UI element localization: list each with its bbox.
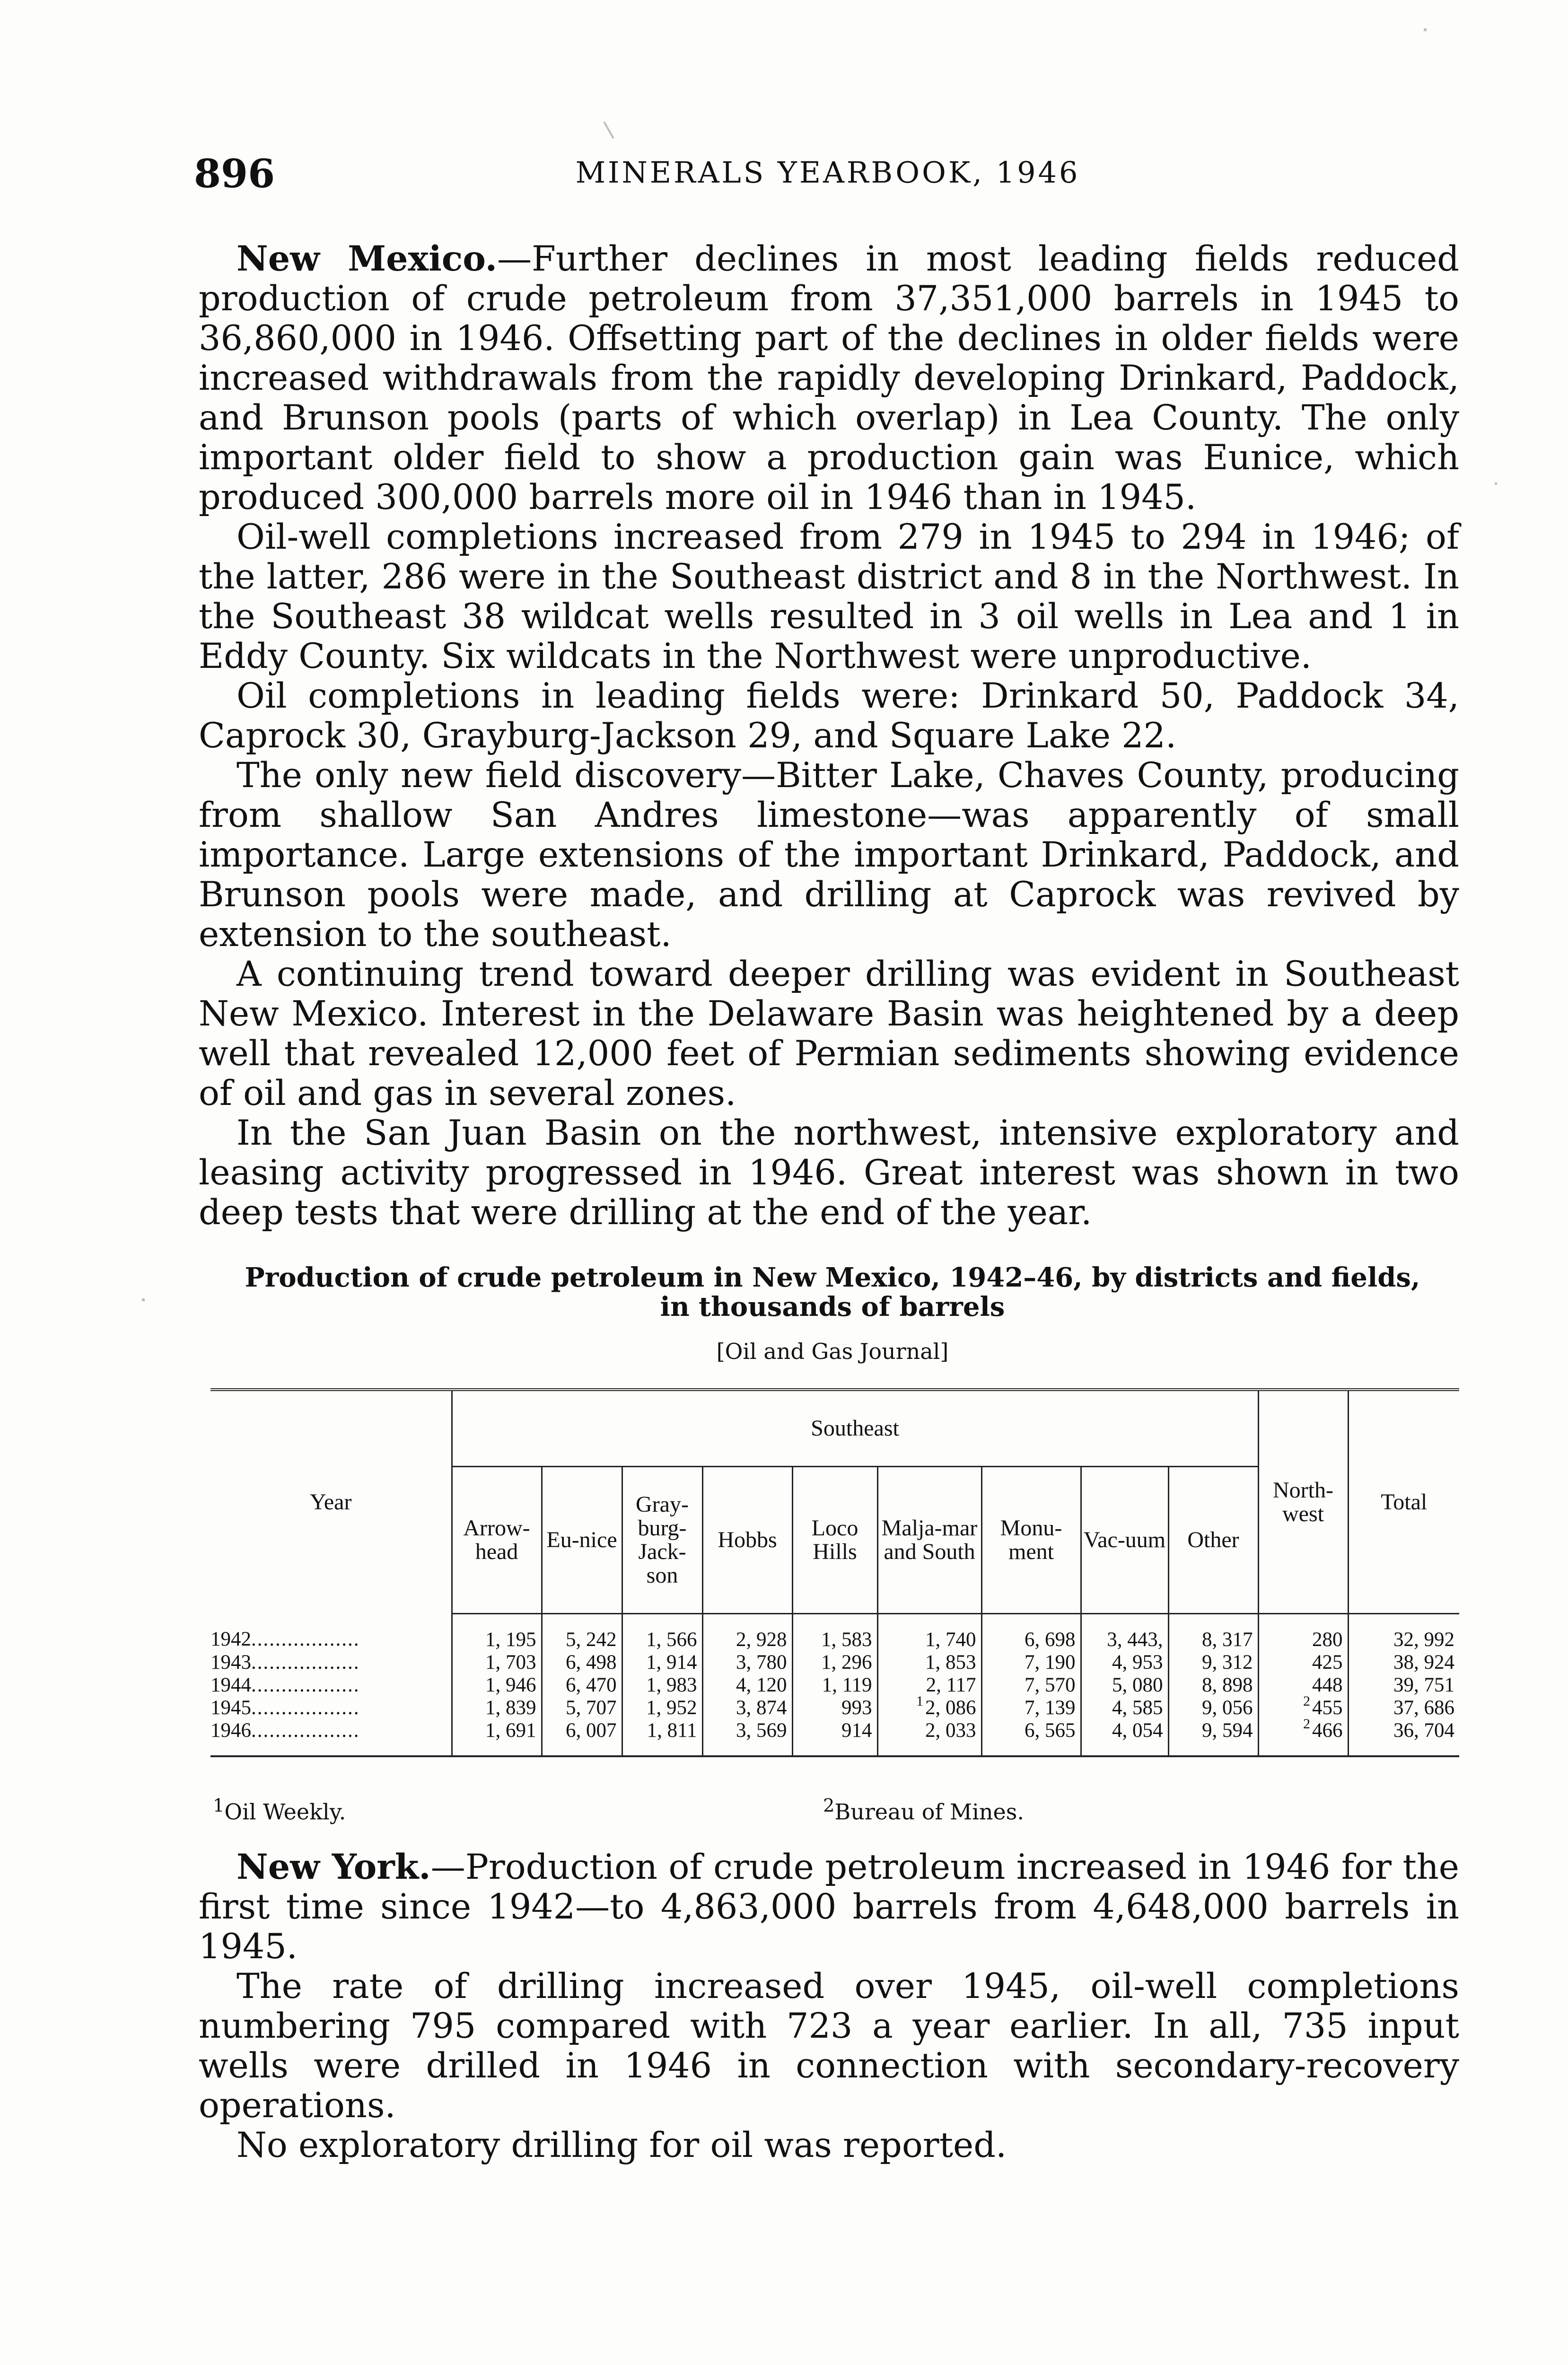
table-row-1943 xyxy=(210,1651,1459,1674)
year-value: 1943 xyxy=(210,1651,251,1673)
cell-monument: 6, 565 xyxy=(981,1719,1081,1756)
column-header-eunice: Eu-nice xyxy=(542,1467,622,1614)
cell-hobbs: 2, 928 xyxy=(702,1614,792,1652)
cell-arrowhead: 1, 946 xyxy=(452,1674,542,1697)
column-header-other: Other xyxy=(1168,1467,1258,1614)
cell-other: 8, 898 xyxy=(1168,1674,1258,1697)
column-header-grayburg-jackson: Gray-burg-Jack-son xyxy=(622,1467,702,1614)
cell-vacuum: 5, 080 xyxy=(1081,1674,1168,1697)
cell-hobbs: 3, 569 xyxy=(702,1719,792,1756)
cell-total: 39, 751 xyxy=(1348,1674,1459,1697)
ny-lead: New York. xyxy=(237,1847,431,1887)
cell-eunice: 5, 242 xyxy=(542,1614,622,1652)
production-table-wrap xyxy=(210,1388,1459,1776)
column-header-vacuum: Vac-uum xyxy=(1081,1467,1168,1614)
nm-paragraph-1-text: —Further declines in most leading fields reduced production of crude petroleum from 37,351,000 barrels in 1945 to 36,860,000 in 1946. Offsetting part of the declines in older fields were increased withdrawals from the rapidly developing Drinkard, Paddock, and Brunson pools (parts of which overlap) in Lea County. The only important older field to show a production gain was Eunice, which produced 300,000 barrels more oil in 1946 than in 1945. xyxy=(199,239,1459,517)
column-header-loco-hills: Loco Hills xyxy=(792,1467,877,1614)
year-value: 1945 xyxy=(210,1697,251,1719)
cell-arrowhead: 1, 839 xyxy=(452,1697,542,1719)
cell-grayburg-jackson: 1, 566 xyxy=(622,1614,702,1652)
cell-total: 37, 686 xyxy=(1348,1697,1459,1719)
footnote-marker: 2 xyxy=(1303,1716,1310,1732)
year-cell xyxy=(210,1719,452,1756)
ny-paragraph-1 xyxy=(199,1847,1459,1967)
footnote-1 xyxy=(213,1795,346,1824)
cell-loco-hills: 1, 296 xyxy=(792,1651,877,1674)
year-cell xyxy=(210,1651,452,1674)
footnote-1-marker: 1 xyxy=(213,1795,225,1816)
footnote-1-text: Oil Weekly. xyxy=(224,1799,346,1825)
cell-arrowhead: 1, 703 xyxy=(452,1651,542,1674)
nm-paragraph-3: Oil completions in leading fields were: Drinkard 50, Paddock 34, Caprock 30, Grayburg-Jackson 29, and Square Lake 22. xyxy=(199,676,1459,756)
cell-hobbs: 3, 780 xyxy=(702,1651,792,1674)
table-row-1946 xyxy=(210,1719,1459,1756)
table-caption xyxy=(203,1263,1462,1322)
year-value: 1942 xyxy=(210,1628,251,1651)
cell-vacuum: 4, 054 xyxy=(1081,1719,1168,1756)
cell-other: 8, 317 xyxy=(1168,1614,1258,1652)
cell-value: 466 xyxy=(1312,1719,1343,1742)
total-header: Total xyxy=(1348,1390,1459,1614)
cell-hobbs: 3, 874 xyxy=(702,1697,792,1719)
cell-eunice: 6, 470 xyxy=(542,1674,622,1697)
cell-maljamar: 2, 033 xyxy=(877,1719,981,1756)
ny-paragraph-1-text: —Production of crude petroleum increased in 1946 for the first time since 1942—to 4,863,000 barrels from 4,648,000 barrels in 1945. xyxy=(199,1847,1459,1967)
scan-speck xyxy=(603,122,614,139)
footnote-2-text: Bureau of Mines. xyxy=(834,1799,1024,1825)
cell-other: 9, 312 xyxy=(1168,1651,1258,1674)
column-header-monument: Monu-ment xyxy=(981,1467,1081,1614)
cell-maljamar: 2, 117 xyxy=(877,1674,981,1697)
cell-maljamar xyxy=(877,1693,981,1719)
cell-grayburg-jackson: 1, 914 xyxy=(622,1651,702,1674)
cell-vacuum: 4, 953 xyxy=(1081,1651,1168,1674)
table-row-1944 xyxy=(210,1674,1459,1697)
production-table xyxy=(210,1388,1459,1757)
header-row-1 xyxy=(210,1390,1459,1467)
cell-northwest xyxy=(1258,1716,1348,1756)
cell-maljamar: 1, 853 xyxy=(877,1651,981,1674)
table-row-1942 xyxy=(210,1614,1459,1652)
cell-eunice: 6, 498 xyxy=(542,1651,622,1674)
page-number: 896 xyxy=(194,151,275,197)
cell-total: 36, 704 xyxy=(1348,1719,1459,1756)
scan-speck xyxy=(1495,482,1497,485)
cell-maljamar: 1, 740 xyxy=(877,1614,981,1652)
leader-dots: .................. xyxy=(251,1697,360,1719)
cell-vacuum: 3, 443, xyxy=(1081,1614,1168,1652)
footnote-marker: 2 xyxy=(1303,1693,1310,1709)
table-footnotes xyxy=(213,1795,1462,1823)
nm-paragraph-1 xyxy=(199,239,1459,517)
ny-paragraph-3: No exploratory drilling for oil was reported. xyxy=(237,2125,1007,2165)
cell-loco-hills: 993 xyxy=(792,1697,877,1719)
footnote-marker: 1 xyxy=(916,1693,923,1709)
cell-northwest: 280 xyxy=(1258,1614,1348,1652)
cell-value: 2, 086 xyxy=(925,1697,976,1719)
leader-dots: .................. xyxy=(251,1719,360,1742)
new-york-section xyxy=(199,1847,1459,2165)
cell-northwest: 448 xyxy=(1258,1674,1348,1697)
year-cell xyxy=(210,1697,452,1719)
leader-dots: .................. xyxy=(251,1651,360,1673)
footnote-2-marker: 2 xyxy=(823,1795,835,1816)
cell-monument: 7, 190 xyxy=(981,1651,1081,1674)
cell-arrowhead: 1, 195 xyxy=(452,1614,542,1652)
cell-monument: 7, 570 xyxy=(981,1674,1081,1697)
cell-vacuum: 4, 585 xyxy=(1081,1697,1168,1719)
leader-dots: .................. xyxy=(251,1674,360,1696)
running-head xyxy=(194,151,1462,203)
cell-grayburg-jackson: 1, 983 xyxy=(622,1674,702,1697)
cell-loco-hills: 1, 583 xyxy=(792,1614,877,1652)
nm-paragraph-6: In the San Juan Basin on the northwest, intensive exploratory and leasing activity progressed in 1946. Great interest was shown in two deep tests that were drilling at the end of the year. xyxy=(199,1113,1459,1233)
nm-paragraph-5: A continuing trend toward deeper drilling was evident in Southeast New Mexico. Interest in the Delaware Basin was heightened by a deep well that revealed 12,000 feet of Permian sediments showing evidence of oil and gas in several zones. xyxy=(199,954,1459,1113)
cell-eunice: 5, 707 xyxy=(542,1697,622,1719)
scan-speck xyxy=(142,1298,145,1301)
footnote-2 xyxy=(823,1795,1024,1824)
table-caption-line-1: Production of crude petroleum in New Mexico, 1942–46, by districts and fields, xyxy=(245,1262,1420,1293)
cell-grayburg-jackson: 1, 952 xyxy=(622,1697,702,1719)
cell-northwest: 425 xyxy=(1258,1651,1348,1674)
leader-dots: .................. xyxy=(251,1628,360,1651)
nm-lead: New Mexico. xyxy=(237,238,498,279)
cell-loco-hills: 914 xyxy=(792,1719,877,1756)
cell-other: 9, 056 xyxy=(1168,1697,1258,1719)
cell-grayburg-jackson: 1, 811 xyxy=(622,1719,702,1756)
year-value: 1944 xyxy=(210,1674,251,1696)
table-caption-line-2: in thousands of barrels xyxy=(660,1291,1005,1323)
table-row-1945 xyxy=(210,1697,1459,1719)
year-value: 1946 xyxy=(210,1719,251,1742)
northwest-header: North-west xyxy=(1258,1390,1348,1614)
year-cell xyxy=(210,1614,452,1652)
cell-value: 455 xyxy=(1312,1697,1343,1719)
cell-loco-hills: 1, 119 xyxy=(792,1674,877,1697)
cell-monument: 6, 698 xyxy=(981,1614,1081,1652)
new-mexico-section xyxy=(199,239,1459,1233)
running-title: MINERALS YEARBOOK, 1946 xyxy=(575,155,1080,190)
nm-paragraph-2: Oil-well completions increased from 279 in 1945 to 294 in 1946; of the latter, 286 were in the Southeast district and 8 in the Northwest. In the Southeast 38 wildcat wells resulted in 3 oil wells in Lea and 1 in Eddy County. Six wildcats in the Northwest were unproductive. xyxy=(199,517,1459,676)
column-header-hobbs: Hobbs xyxy=(702,1467,792,1614)
scan-speck xyxy=(1424,28,1427,31)
table-source: [Oil and Gas Journal] xyxy=(716,1339,949,1364)
cell-total: 32, 992 xyxy=(1348,1614,1459,1652)
southeast-group-header: Southeast xyxy=(452,1390,1258,1467)
nm-paragraph-4: The only new field discovery—Bitter Lake, Chaves County, producing from shallow San Andres limestone—was apparently of small importance. Large extensions of the important Drinkard, Paddock, and Brunson pools were made, and drilling at Caprock was revived by extension to the southeast. xyxy=(199,755,1459,955)
cell-eunice: 6, 007 xyxy=(542,1719,622,1756)
column-header-arrowhead: Arrow-head xyxy=(452,1467,542,1614)
cell-total: 38, 924 xyxy=(1348,1651,1459,1674)
year-cell xyxy=(210,1674,452,1697)
cell-monument: 7, 139 xyxy=(981,1697,1081,1719)
column-header-maljamar: Malja-mar and South xyxy=(877,1467,981,1614)
ny-paragraph-2: The rate of drilling increased over 1945, oil-well completions numbering 795 compared with 723 a year earlier. In all, 735 input wells were drilled in 1946 in connection with secondary-recovery operations. xyxy=(199,1966,1459,2126)
cell-hobbs: 4, 120 xyxy=(702,1674,792,1697)
cell-other: 9, 594 xyxy=(1168,1719,1258,1756)
cell-arrowhead: 1, 691 xyxy=(452,1719,542,1756)
year-header: Year xyxy=(210,1390,452,1614)
